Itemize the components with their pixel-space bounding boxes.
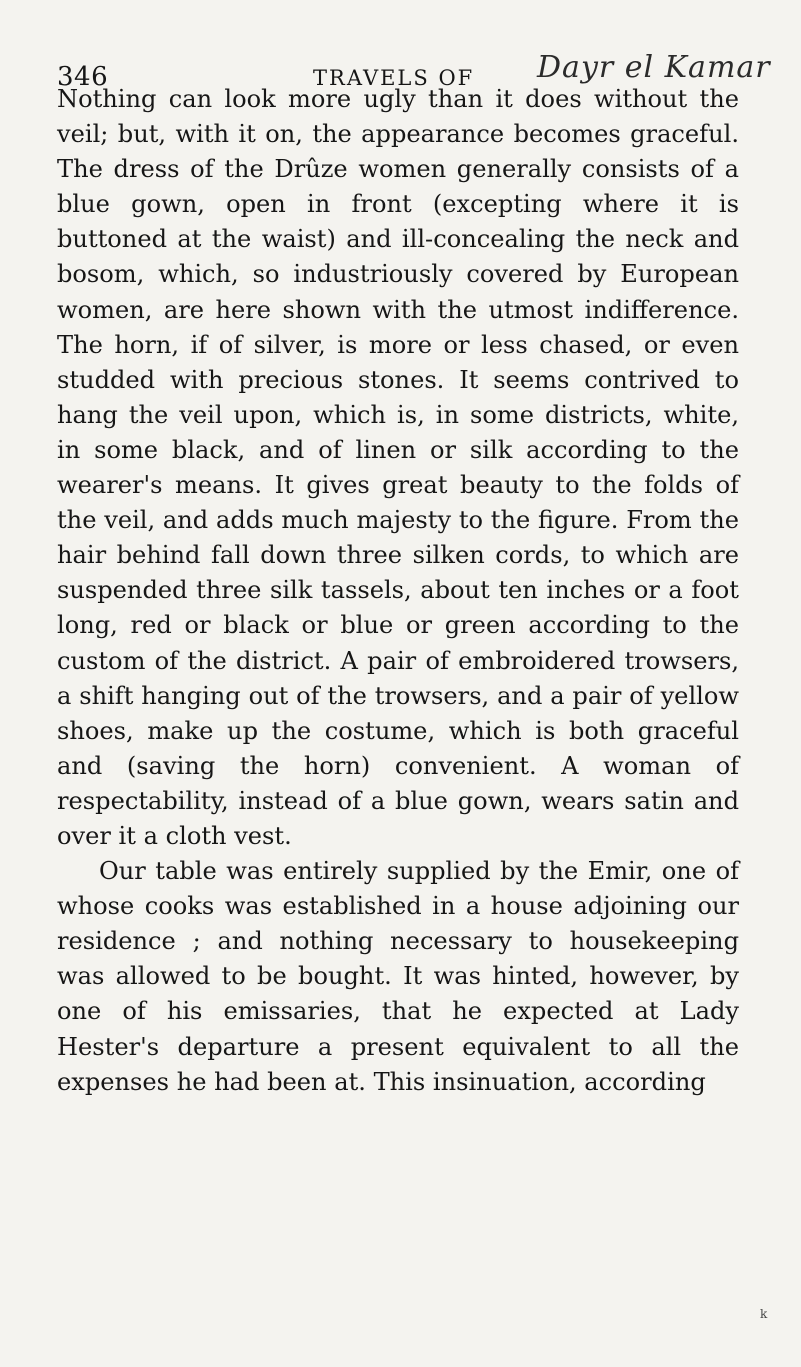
body-text bbox=[57, 82, 739, 1100]
page-number: 346 bbox=[57, 62, 109, 92]
handwritten-annotation: Dayr el Kamar bbox=[537, 50, 771, 85]
running-title: TRAVELS OF bbox=[313, 66, 475, 90]
paragraph-2: Our table was entirely supplied by the Emir, one of whose cooks was established in a house adjoining our residence ; and nothing necessary to housekeeping was allowed to be bought. It was hinted, however, by one of his emissaries, that he expected at Lady Hester's departure a present equivalent to all the expenses he had been at. This insinuation, according bbox=[57, 857, 739, 1096]
paragraph-1: Nothing can look more ugly than it does without the veil; but, with it on, the appearance becomes graceful. The dress of the Drûze women generally consists of a blue gown, open in front (excepting where it is buttoned at the waist) and ill-concealing the neck and bosom, which, so industriously covered by European women, are here shown with the utmost indifference. The horn, if of silver, is more or less chased, or even studded with precious stones. It seems contrived to hang the veil upon, which is, in some districts, white, in some black, and of linen or silk according to the wearer's means. It gives great beauty to the folds of the veil, and adds much majesty to the figure. From the hair behind fall down three silken cords, to which are suspended three silk tassels, about ten inches or a foot long, red or black or blue or green according to the custom of the district. A pair of embroidered trowsers, a shift hanging out of the trowsers, and a pair of yellow shoes, make up the costume, which is both graceful and (saving the horn) convenient. A woman of respectability, instead of a blue gown, wears satin and over it a cloth vest. bbox=[57, 85, 739, 850]
catchword-mark: k bbox=[760, 1307, 768, 1321]
